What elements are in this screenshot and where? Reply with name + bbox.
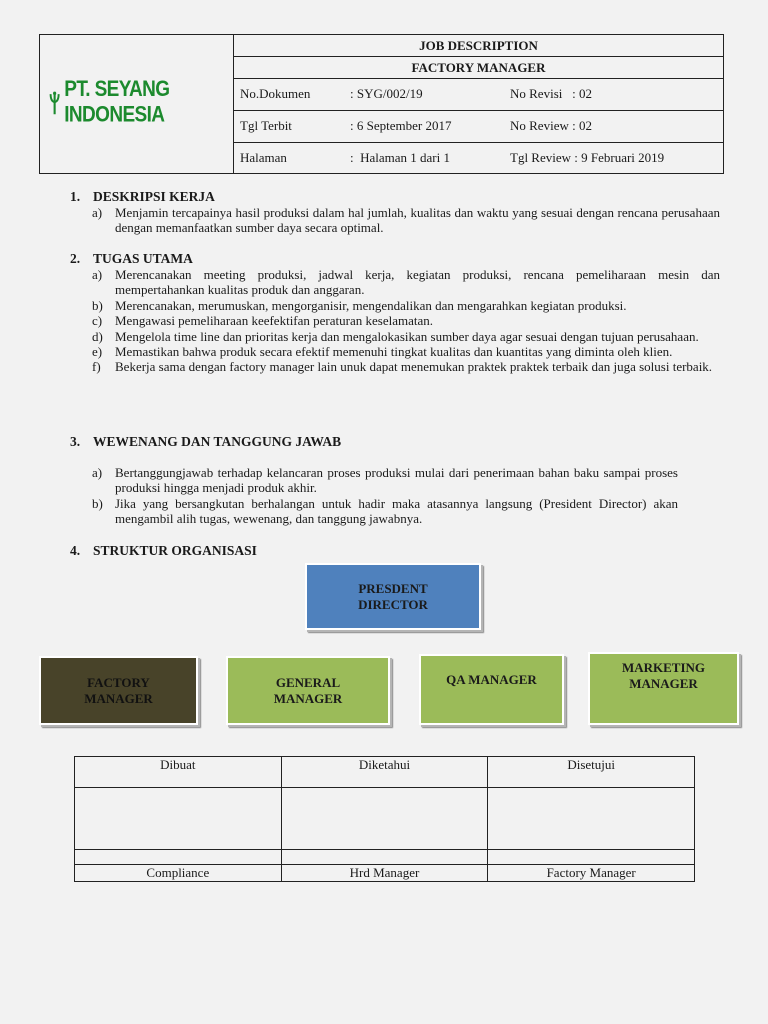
signature-table — [74, 756, 695, 882]
list-item: f) Bekerja sama dengan factory manager lain unuk dapat menemukan praktek praktek terbaik dan juga solusi terbaik. — [92, 359, 713, 375]
signature-role: Factory Manager — [488, 865, 695, 882]
section-heading: 1. DESKRIPSI KERJA — [70, 189, 215, 204]
list-item: c) Mengawasi pemeliharaan keefektifan peraturan keselamatan. — [92, 313, 433, 329]
signature-name-cell — [488, 850, 695, 865]
org-box-general-manager: GENERAL MANAGER — [226, 656, 390, 725]
logo-cell — [40, 35, 234, 173]
label-doc-number: No.Dokumen — [240, 86, 311, 101]
signature-role-row — [75, 865, 695, 882]
company-logo — [49, 77, 233, 128]
item-list — [70, 465, 678, 527]
section-job-description — [70, 189, 720, 236]
org-box-factory-manager: FACTORY MANAGER — [39, 656, 198, 725]
value-doc-number: : SYG/002/19 — [350, 86, 423, 101]
section-heading: 3. WEWENANG DAN TANGGUNG JAWAB — [70, 434, 342, 449]
label-page: Halaman — [240, 150, 287, 165]
item-list — [70, 267, 720, 375]
signature-name-row — [75, 850, 695, 865]
section-org-structure — [70, 543, 720, 559]
list-item: e) Memastikan bahwa produk secara efektif memenuhi tingkat kualitas dan kuantitas yang diminta oleh klien. — [92, 344, 673, 360]
position-title: FACTORY MANAGER — [234, 57, 723, 79]
signature-header: Diketahui — [281, 757, 488, 788]
org-box-qa-manager: QA MANAGER — [419, 654, 564, 725]
list-item: a) Menjamin tercapainya hasil produksi dalam hal jumlah, kualitas dan waktu yang sesuai dengan rencana perusahaan dengan memanfaatkan sumber daya secara optimal. — [92, 205, 720, 236]
header-row-issued — [234, 111, 723, 143]
header-row-document — [234, 79, 723, 111]
label-issue-date: Tgl Terbit — [240, 118, 292, 133]
section-authority — [70, 434, 720, 527]
signature-name-cell — [75, 850, 282, 865]
list-item: b) Jika yang bersangkutan berhalangan untuk hadir maka atasannya langsung (President Director) akan mengambil alih tugas, wewenang, dan tanggung jawabnya. — [92, 495, 678, 527]
value-issue-date: : 6 September 2017 — [350, 118, 452, 133]
section-heading: 4. STRUKTUR ORGANISASI — [70, 543, 257, 558]
value-review: No Review : 02 — [510, 118, 592, 133]
section-main-duties — [70, 251, 720, 375]
signature-box — [488, 788, 695, 850]
signature-header: Disetujui — [488, 757, 695, 788]
list-item: d) Mengelola time line dan prioritas kerja dan mengalokasikan sumber daya agar sesuai dengan tujuan perusahaan. — [92, 328, 699, 344]
value-revision: No Revisi : 02 — [510, 86, 592, 101]
signature-role: Hrd Manager — [281, 865, 488, 882]
org-box-president-director: PRESDENT DIRECTOR — [305, 563, 481, 630]
item-list — [70, 205, 720, 236]
doc-type-title: JOB DESCRIPTION — [234, 35, 723, 57]
signature-box — [281, 788, 488, 850]
signature-role: Compliance — [75, 865, 282, 882]
signature-header-row — [75, 757, 695, 788]
signature-box — [75, 788, 282, 850]
signature-name-cell — [281, 850, 488, 865]
org-box-marketing-manager: MARKETING MANAGER — [588, 652, 739, 725]
list-item: a) Bertanggungjawab terhadap kelancaran proses produksi mulai dari penerimaan bahan baku sampai proses produksi hingga menjadi produk akhir. — [92, 465, 678, 496]
document-header — [39, 34, 724, 174]
header-row-page — [234, 143, 723, 173]
list-item: b) Merencanakan, merumuskan, mengorganisir, mengendalikan dan mengarahkan kegiatan produksi. — [92, 297, 627, 313]
list-item: a) Merencanakan meeting produksi, jadwal kerja, kegiatan produksi, rencana pemeliharaan mesin dan mempertahankan kualitas produk dan anggaran. — [92, 267, 720, 298]
value-review-date: Tgl Review : 9 Februari 2019 — [510, 150, 665, 165]
value-page: : Halaman 1 dari 1 — [350, 150, 450, 165]
section-heading: 2. TUGAS UTAMA — [70, 251, 193, 266]
logo-mark-icon — [49, 88, 60, 118]
signature-header: Dibuat — [75, 757, 282, 788]
signature-space-row — [75, 788, 695, 850]
company-name: PT. SEYANG INDONESIA — [64, 77, 170, 128]
